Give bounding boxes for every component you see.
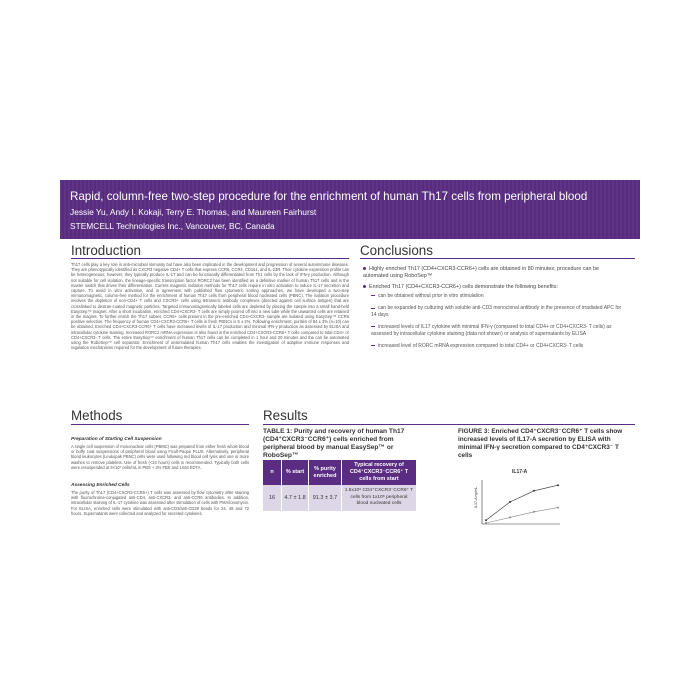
introduction-heading: Introduction [71, 243, 141, 258]
table-cell-purity: 91.3 ± 3.7 [309, 485, 342, 511]
series-line-2 [486, 508, 558, 523]
data-point [557, 507, 559, 509]
author-list: Jessie Yu, Andy I. Kokaji, Terry E. Thomas, and Maureen Fairhurst [70, 207, 317, 217]
methods-text-assessing: The purity of Th17 (CD4+CXCR3-CCR6+) T cells was assessed by flow cytometry after staining with fluorochrome-conjugated anti-CD4, anti-CXCR3, and anti-CCR6 antibodies. In addition, intracellular staining of IL-17 cytokine was assessed after stimulation of cells with PMA/ionomycin. For ELISA, enriched cells were stimulated with anti-CD3/anti-CD28 beads for 24, 48 and 72 hours. Supernatants were collected and analyzed for secreted cytokines. [71, 490, 249, 516]
methods-subhead-assessing: Assessing Enriched Cells [71, 483, 130, 488]
conclusion-sub-3: increased levels of IL17 cytokine with minimal IFN-γ (compared to total CD4+ or CD4+CXCR3- T cells) as assessed by intracellular cytokine staining (data not shown) or analysis of supernatants by ELISA [371, 324, 612, 337]
il17-chart [478, 478, 562, 528]
methods-heading: Methods [71, 408, 123, 423]
conclusion-bullet-2: Enriched Th17 (CD4+CXCR3-CCR6+) cells demonstrate the following benefits: [363, 284, 625, 291]
table-cell-start: 4.7 ± 1.8 [282, 485, 309, 511]
dash-icon [371, 345, 375, 346]
series-line-1 [486, 485, 558, 520]
data-point [485, 519, 487, 521]
data-point [533, 490, 535, 492]
figure-title: IL17-A [512, 469, 528, 475]
table-header-purity: % purity enriched [309, 460, 342, 485]
figure-ylabel: IL17-A ng/mL [474, 486, 478, 508]
table-cell-n: 16 [263, 485, 282, 511]
table-cell-recovery: 1.5x10⁶ CD4⁺CXCR3⁻CCR6⁺ T cells from 1x10⁸ peripheral blood nucleated cells [342, 485, 417, 511]
figure-3-caption: FIGURE 3: Enriched CD4⁺CXCR3⁻CCR6⁺ T cells show increased levels of IL17-A secretion by ELISA with minimal IFN-γ secretion compared to CD4⁺CXCR3⁻ T cells [458, 428, 623, 459]
data-point [533, 511, 535, 513]
results-heading: Results [263, 408, 308, 423]
methods-subhead-preparation: Preparation of Starting Cell Suspension [71, 437, 162, 442]
methods-rule [71, 424, 249, 425]
conclusions-heading: Conclusions [360, 243, 433, 258]
dash-icon [371, 295, 375, 296]
conclusion-sub-2: can be expanded by culturing with soluble anti-CD3 monoclonal antibody in the presence of irradiated APC for 14 days [371, 305, 622, 318]
results-table [263, 460, 416, 511]
poster-title: Rapid, column-free two-step procedure for the enrichment of human Th17 cells from peripheral blood [70, 190, 588, 203]
introduction-text: Th17 cells play a key role in anti-microbial immunity but have also been implicated in the development and progression of several autoimmune diseases. They are phenotypically identified as CXCR3 negative CD4+ T cells that express CCR6, CCR4, CD161, and IL-23R. Their cytokine expression profile can be heterogeneous; however, they typically produce IL-17 and can be functionally differentiated from Th1 cells by the lack of IFN-γ production. Although not suitable for cell isolation, the lineage-specific transcription factor RORC2 has been identified as a definitive marker of human Th17 cells and is the master switch that drives their differentiation. Current magnetic isolation methods for Th17 cells require in vitro activation to induce IL-17 secretion and capture. To avoid in vitro activation, and in agreement with published flow cytometric sorting approaches, we have developed a two-step immunomagnetic, column-free method for the enrichment of human Th17 cells from peripheral blood nucleated cells (PBNC). The isolation procedure involves the depletion of non-CD4+ T cells and CXCR3+ cells using tetrameric antibody complexes (directed against cell surface antigen) that are crosslinked to dextran-coated magnetic particles. Targeted immunomagnetically labeled cells are depleted by placing the sample into a small hand-held EasySep™ magnet. After a short incubation, enriched CD4+CXCR3- T cells are simply poured off into a new tube while the unwanted cells are retained in the magnet. To further enrich the Th17 subset, CCR6+ cells present in the pre-enriched CD4+CXCR3- sample are isolated using EasySep™ CCR6 positive selection. The frequency of human CD4+CXCR3-CCR6+ T cells in fresh PBNCs is 5 ± 2%. Following enrichment, purities of 84 ± 3% (n=10) can be obtained. Enriched CD4+CXCR3-CCR6+ T cells have increased levels of IL-17 production and minimal IFN-γ production as assessed by ELISA and intracellular cytokine staining. Increased RORC2 mRNA expression is also found in the enriched CD4+CXCR3-CCR6+ T cells compared to total CD4+ or CD4+CXCR3- T cells. The entire EasySep™ enrichment of human Th17 cells can be completed in 1 hour and 20 minutes and the can be automated using the RoboSep™ cell separator. Enrichment of unstimulated human Th17 cells enables the investigation of adaptive immune responses and regulation mechanisms required for the development of future therapies. [71, 262, 349, 351]
results-rule [263, 424, 635, 425]
conclusions-rule [360, 258, 635, 259]
conclusion-bullet-1: Highly enriched Th17 (CD4+CXCR3-CCR6+) cells are obtained in 80 minutes; procedure can be automated using RoboSep™ [363, 266, 600, 279]
data-point [485, 522, 487, 524]
bullet-icon [363, 267, 366, 270]
bullet-icon [363, 285, 366, 288]
conclusion-sub-4: increased level of RORC mRNA expression compared to total CD4+ or CD4+CXCR3- T cells [378, 343, 584, 350]
table-header-start: % start [282, 460, 309, 485]
dash-icon [371, 308, 375, 309]
table-row [263, 485, 416, 511]
data-point [509, 516, 511, 518]
table-header-recovery: Typical recovery of CD4⁺CXCR3⁻CCR6⁺ T cells from start [342, 460, 417, 485]
conclusions-list [363, 266, 625, 349]
methods-text-preparation: A single cell suspension of mononuclear cells (PBMC) was prepared from either fresh whole blood or buffy coat suspensions of peripheral blood using Ficoll-Paque PLUS. Alternatively, peripheral blood leukocytes (Leukopak PBNC) cells were used following red blood cell lysis and one or more washes to remove platelets. Use of fresh (<24 hours) cells is recommended. Typically both cells were resuspended at 5×10⁷ cells/mL in PBS + 2% FBS and 1mM EDTA. [71, 444, 249, 470]
introduction-rule [71, 258, 349, 259]
data-point [509, 501, 511, 503]
table-1-title: TABLE 1: Purity and recovery of human Th17 (CD4⁺CXCR3⁻CCR6⁺) cells enriched from peripheral blood by manual EasySep™ or RoboSep™ [263, 428, 405, 459]
data-point [557, 484, 559, 486]
conclusion-sub-1: can be obtained without prior in vitro stimulation [378, 293, 484, 299]
affiliation: STEMCELL Technologies Inc., Vancouver, BC, Canada [70, 221, 275, 231]
dash-icon [371, 326, 375, 327]
table-header-n: n [263, 460, 282, 485]
